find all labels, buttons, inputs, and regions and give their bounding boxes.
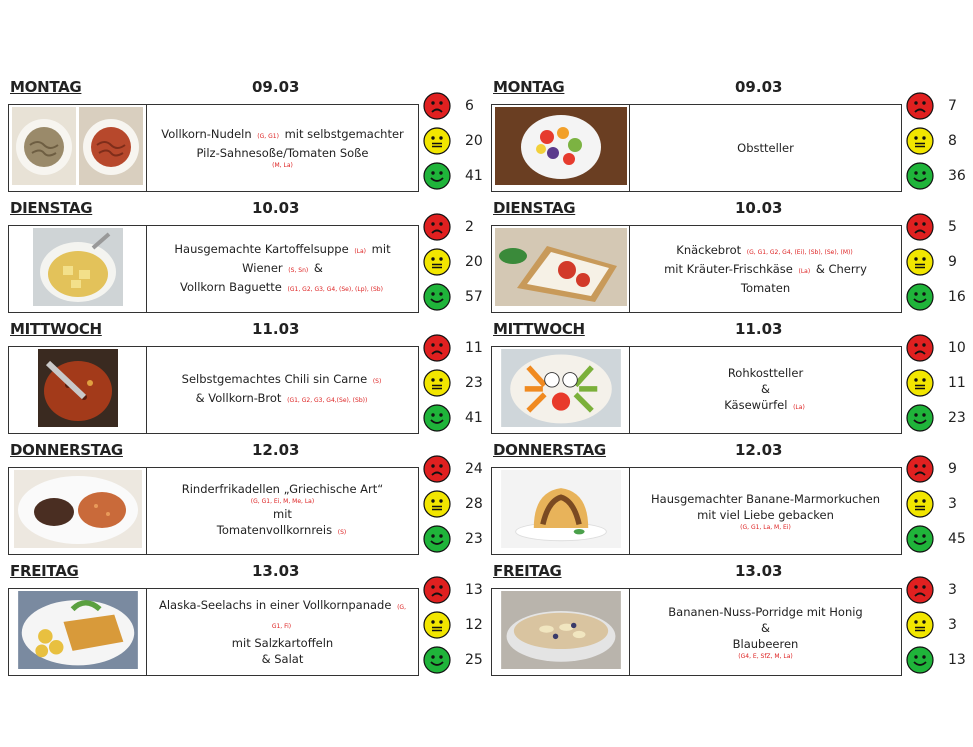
meal-line [664, 261, 867, 280]
meal-text: Knäckebrot [676, 243, 742, 257]
rating-count-neutral: 20 [465, 254, 483, 270]
meal-photo [9, 105, 147, 191]
pasta-mushroom-photo [12, 107, 76, 189]
meal-text: Alaska-Seelachs in einer Vollkornpanade [159, 598, 392, 612]
sad-face-icon [906, 455, 934, 483]
rating-good [906, 160, 966, 195]
meal-line [196, 145, 368, 161]
happy-face-icon [423, 646, 451, 674]
allergen-note: (S, Sn) [288, 266, 309, 274]
rating-neutral [906, 367, 966, 402]
meal-text: & Salat [261, 652, 304, 666]
menu-week-left [8, 76, 481, 681]
rating-count-good: 41 [465, 168, 483, 184]
day-block [8, 560, 481, 681]
meal-line [182, 481, 384, 497]
rating-count-good: 23 [465, 531, 483, 547]
rating-good [423, 523, 483, 558]
sad-face-icon [906, 213, 934, 241]
marble-cake-photo [495, 470, 627, 552]
meal-text: Käsewürfel [724, 397, 788, 412]
day-date: 13.03 [252, 562, 300, 580]
meal-box [491, 467, 902, 555]
sad-face-icon [906, 92, 934, 120]
day-name: MITTWOCH [493, 320, 585, 338]
crispbread-photo [495, 228, 627, 310]
meal-line [676, 242, 854, 261]
day-block [8, 76, 481, 197]
potato-soup-photo [33, 228, 123, 310]
neutral-face-icon [423, 369, 451, 397]
rating-neutral [906, 125, 966, 160]
meal-box [8, 104, 419, 192]
rating-good [423, 402, 483, 437]
rating-count-neutral: 28 [465, 496, 483, 512]
rating-count-good: 25 [465, 652, 483, 668]
meal-line [262, 651, 304, 667]
allergen-note: (S) [337, 529, 347, 536]
rating-bad [906, 90, 966, 125]
allergen-note: (S) [372, 378, 382, 385]
sad-face-icon [423, 334, 451, 362]
rating-count-bad: 24 [465, 461, 483, 477]
rating-good [423, 160, 483, 195]
meal-description [147, 226, 418, 312]
day-block [491, 439, 964, 560]
meal-line [697, 507, 834, 523]
allergen-note: (G, G1, La, M, Ei) [740, 523, 791, 531]
day-name: DONNERSTAG [493, 441, 606, 459]
neutral-face-icon [906, 127, 934, 155]
rating-count-good: 23 [948, 410, 966, 426]
day-block [491, 560, 964, 681]
happy-face-icon [906, 404, 934, 432]
meal-box [8, 225, 419, 313]
day-date: 12.03 [735, 441, 783, 459]
allergen-note: (G4, E, SfZ, M, La) [738, 652, 793, 660]
meal-text: Tomatenvollkornreis [216, 523, 333, 537]
meal-text: & [761, 381, 770, 396]
meal-description [630, 589, 901, 675]
rating-panel [906, 332, 966, 437]
meal-text: mit [371, 241, 391, 256]
meal-text: & [313, 260, 323, 275]
meal-line [180, 279, 385, 298]
neutral-face-icon [906, 248, 934, 276]
day-date: 09.03 [252, 78, 300, 96]
allergen-note: (G, G1, Fi) [271, 604, 406, 630]
rating-count-neutral: 9 [948, 254, 957, 270]
meal-line [737, 140, 794, 156]
rating-count-good: 57 [465, 289, 483, 305]
meal-description [147, 347, 418, 433]
meal-box [491, 104, 902, 192]
day-date: 09.03 [735, 78, 783, 96]
neutral-face-icon [423, 127, 451, 155]
rating-count-good: 41 [465, 410, 483, 426]
rating-good [906, 402, 966, 437]
meal-text: & [761, 620, 770, 635]
meal-photo [9, 589, 147, 675]
rating-good [423, 281, 483, 316]
day-name: DONNERSTAG [10, 441, 123, 459]
day-name: FREITAG [10, 562, 79, 580]
rating-neutral [906, 609, 966, 644]
rating-neutral [423, 246, 483, 281]
happy-face-icon [423, 283, 451, 311]
meal-text: Pilz-Sahnesoße/Tomaten Soße [196, 146, 369, 160]
meal-line [153, 597, 412, 635]
day-date: 11.03 [735, 320, 783, 338]
day-name: DIENSTAG [493, 199, 576, 217]
meal-description [630, 226, 901, 312]
meal-text: mit viel Liebe gebacken [697, 507, 834, 522]
meal-line [182, 371, 384, 390]
sad-face-icon [906, 576, 934, 604]
meal-photo [492, 347, 630, 433]
day-name: DIENSTAG [10, 199, 93, 217]
neutral-face-icon [906, 611, 934, 639]
day-name: MONTAG [10, 78, 82, 96]
meal-text: Hausgemachte Kartoffelsuppe [174, 241, 349, 256]
allergen-note: (La) [793, 403, 805, 411]
rating-count-bad: 5 [948, 219, 957, 235]
fish-potatoes-photo [12, 591, 144, 673]
rating-bad [906, 211, 966, 246]
meal-line [724, 397, 807, 416]
rating-count-good: 36 [948, 168, 966, 184]
rating-count-neutral: 23 [465, 375, 483, 391]
rating-bad [906, 453, 966, 488]
allergen-note: (La) [354, 247, 367, 255]
rating-panel [906, 574, 966, 679]
rating-panel [423, 332, 483, 437]
day-block [8, 318, 481, 439]
allergen-note: (G, G1, G2, G4, (Ei), (Sb), (Se), (M)) [746, 249, 853, 256]
happy-face-icon [906, 162, 934, 190]
happy-face-icon [423, 162, 451, 190]
rating-count-bad: 11 [465, 340, 483, 356]
meal-box [491, 588, 902, 676]
rating-count-neutral: 11 [948, 375, 966, 391]
allergen-note: (G1, G2, G3, G4,(Se), (Sb)) [287, 397, 368, 404]
meal-line [741, 280, 790, 296]
rating-panel [423, 211, 483, 316]
rating-neutral [423, 125, 483, 160]
rating-panel [423, 90, 483, 195]
meal-line [196, 390, 370, 409]
veggie-platter-photo [495, 349, 627, 431]
meal-photo [492, 468, 630, 554]
sad-face-icon [906, 334, 934, 362]
meal-photo [492, 226, 630, 312]
sad-face-icon [423, 92, 451, 120]
happy-face-icon [906, 283, 934, 311]
rating-panel [423, 574, 483, 679]
neutral-face-icon [423, 611, 451, 639]
rating-neutral [906, 246, 966, 281]
day-date: 10.03 [735, 199, 783, 217]
rating-neutral [423, 488, 483, 523]
meal-line [761, 620, 770, 636]
meal-line [161, 126, 404, 145]
meal-line [242, 260, 323, 279]
day-name: MITTWOCH [10, 320, 102, 338]
rating-bad [423, 211, 483, 246]
meal-line [273, 506, 292, 522]
happy-face-icon [906, 646, 934, 674]
meal-photo [492, 589, 630, 675]
meal-box [8, 346, 419, 434]
allergen-note: (M, La) [272, 162, 293, 169]
fruit-bowl-photo [495, 107, 627, 189]
rating-count-bad: 13 [465, 582, 483, 598]
meal-photo [9, 347, 147, 433]
meal-description [147, 589, 418, 675]
meal-line [761, 381, 770, 397]
rating-good [906, 281, 966, 316]
meal-line [217, 522, 348, 541]
meal-photo [9, 226, 147, 312]
meal-description [630, 347, 901, 433]
rating-count-neutral: 8 [948, 133, 957, 149]
rating-count-bad: 9 [948, 461, 957, 477]
day-name: FREITAG [493, 562, 562, 580]
rating-good [906, 523, 966, 558]
meal-line [232, 635, 333, 651]
rating-panel [906, 453, 966, 558]
porridge-photo [495, 591, 627, 673]
meal-description [147, 468, 418, 554]
rating-count-neutral: 12 [465, 617, 483, 633]
meal-description [630, 105, 901, 191]
neutral-face-icon [423, 490, 451, 518]
day-block [8, 197, 481, 318]
allergen-note: (G, G1) [257, 133, 279, 140]
menu-week-right [491, 76, 964, 681]
meal-box [491, 346, 902, 434]
meal-description [630, 468, 901, 554]
meal-text: mit selbstgemachter [284, 127, 404, 141]
allergen-note: (G1, G2, G3, G4, (Se), (Lp), (Sb) [287, 285, 383, 293]
rating-bad [906, 574, 966, 609]
meal-text: mit Salzkartoffeln [231, 636, 334, 650]
meal-text: Wiener [242, 260, 283, 275]
rating-neutral [423, 609, 483, 644]
meal-text: Obstteller [737, 141, 794, 155]
meal-text: Vollkorn-Nudeln [161, 127, 252, 141]
meal-box [491, 225, 902, 313]
day-date: 10.03 [252, 199, 300, 217]
meal-text: mit Kräuter-Frischkäse [664, 262, 793, 276]
meal-text: Selbstgemachtes Chili sin Carne [181, 372, 368, 386]
rating-count-bad: 7 [948, 98, 957, 114]
allergen-note: (G, G1, Ei, M, Me, La) [250, 498, 315, 505]
rating-count-neutral: 3 [948, 617, 957, 633]
meal-box [8, 467, 419, 555]
day-block [8, 439, 481, 560]
rating-bad [906, 332, 966, 367]
happy-face-icon [423, 404, 451, 432]
happy-face-icon [423, 525, 451, 553]
day-date: 13.03 [735, 562, 783, 580]
rating-panel [423, 453, 483, 558]
day-block [491, 197, 964, 318]
meal-text: Blaubeeren [732, 636, 799, 651]
rating-count-good: 16 [948, 289, 966, 305]
chili-photo [38, 349, 118, 431]
meal-text: & Vollkorn-Brot [195, 391, 282, 405]
rating-bad [423, 90, 483, 125]
frikadelle-rice-photo [14, 470, 142, 552]
rating-count-good: 13 [948, 652, 966, 668]
meal-line [651, 491, 880, 507]
rating-bad [423, 574, 483, 609]
meal-text: Vollkorn Baguette [180, 279, 282, 294]
day-name: MONTAG [493, 78, 565, 96]
meal-line [728, 365, 803, 381]
meal-line [733, 636, 799, 652]
meal-description [147, 105, 418, 191]
day-block [491, 76, 964, 197]
rating-panel [906, 211, 966, 316]
allergen-note: (La) [798, 268, 811, 275]
happy-face-icon [906, 525, 934, 553]
meal-photo [9, 468, 147, 554]
rating-count-neutral: 20 [465, 133, 483, 149]
rating-bad [423, 332, 483, 367]
day-date: 11.03 [252, 320, 300, 338]
meal-line [174, 241, 390, 260]
meal-text: Tomaten [740, 281, 791, 295]
meal-text: Hausgemachter Banane-Marmorkuchen [651, 491, 880, 506]
neutral-face-icon [906, 369, 934, 397]
pasta-tomato-photo [79, 107, 143, 189]
meal-photo [492, 105, 630, 191]
rating-panel [906, 90, 966, 195]
meal-text: & Cherry [815, 262, 867, 276]
rating-count-neutral: 3 [948, 496, 957, 512]
day-date: 12.03 [252, 441, 300, 459]
rating-count-bad: 2 [465, 219, 474, 235]
rating-neutral [906, 488, 966, 523]
meal-box [8, 588, 419, 676]
rating-good [423, 644, 483, 679]
rating-count-bad: 10 [948, 340, 966, 356]
rating-bad [423, 453, 483, 488]
meal-text: Bananen-Nuss-Porridge mit Honig [668, 604, 863, 619]
rating-count-good: 45 [948, 531, 966, 547]
sad-face-icon [423, 455, 451, 483]
sad-face-icon [423, 576, 451, 604]
rating-count-bad: 3 [948, 582, 957, 598]
rating-count-bad: 6 [465, 98, 474, 114]
rating-neutral [423, 367, 483, 402]
meal-text: Rinderfrikadellen „Griechische Art“ [181, 482, 384, 496]
neutral-face-icon [906, 490, 934, 518]
meal-text: Rohkostteller [727, 365, 804, 380]
rating-good [906, 644, 966, 679]
meal-text: mit [273, 507, 292, 521]
day-block [491, 318, 964, 439]
sad-face-icon [423, 213, 451, 241]
meal-line [668, 604, 862, 620]
neutral-face-icon [423, 248, 451, 276]
